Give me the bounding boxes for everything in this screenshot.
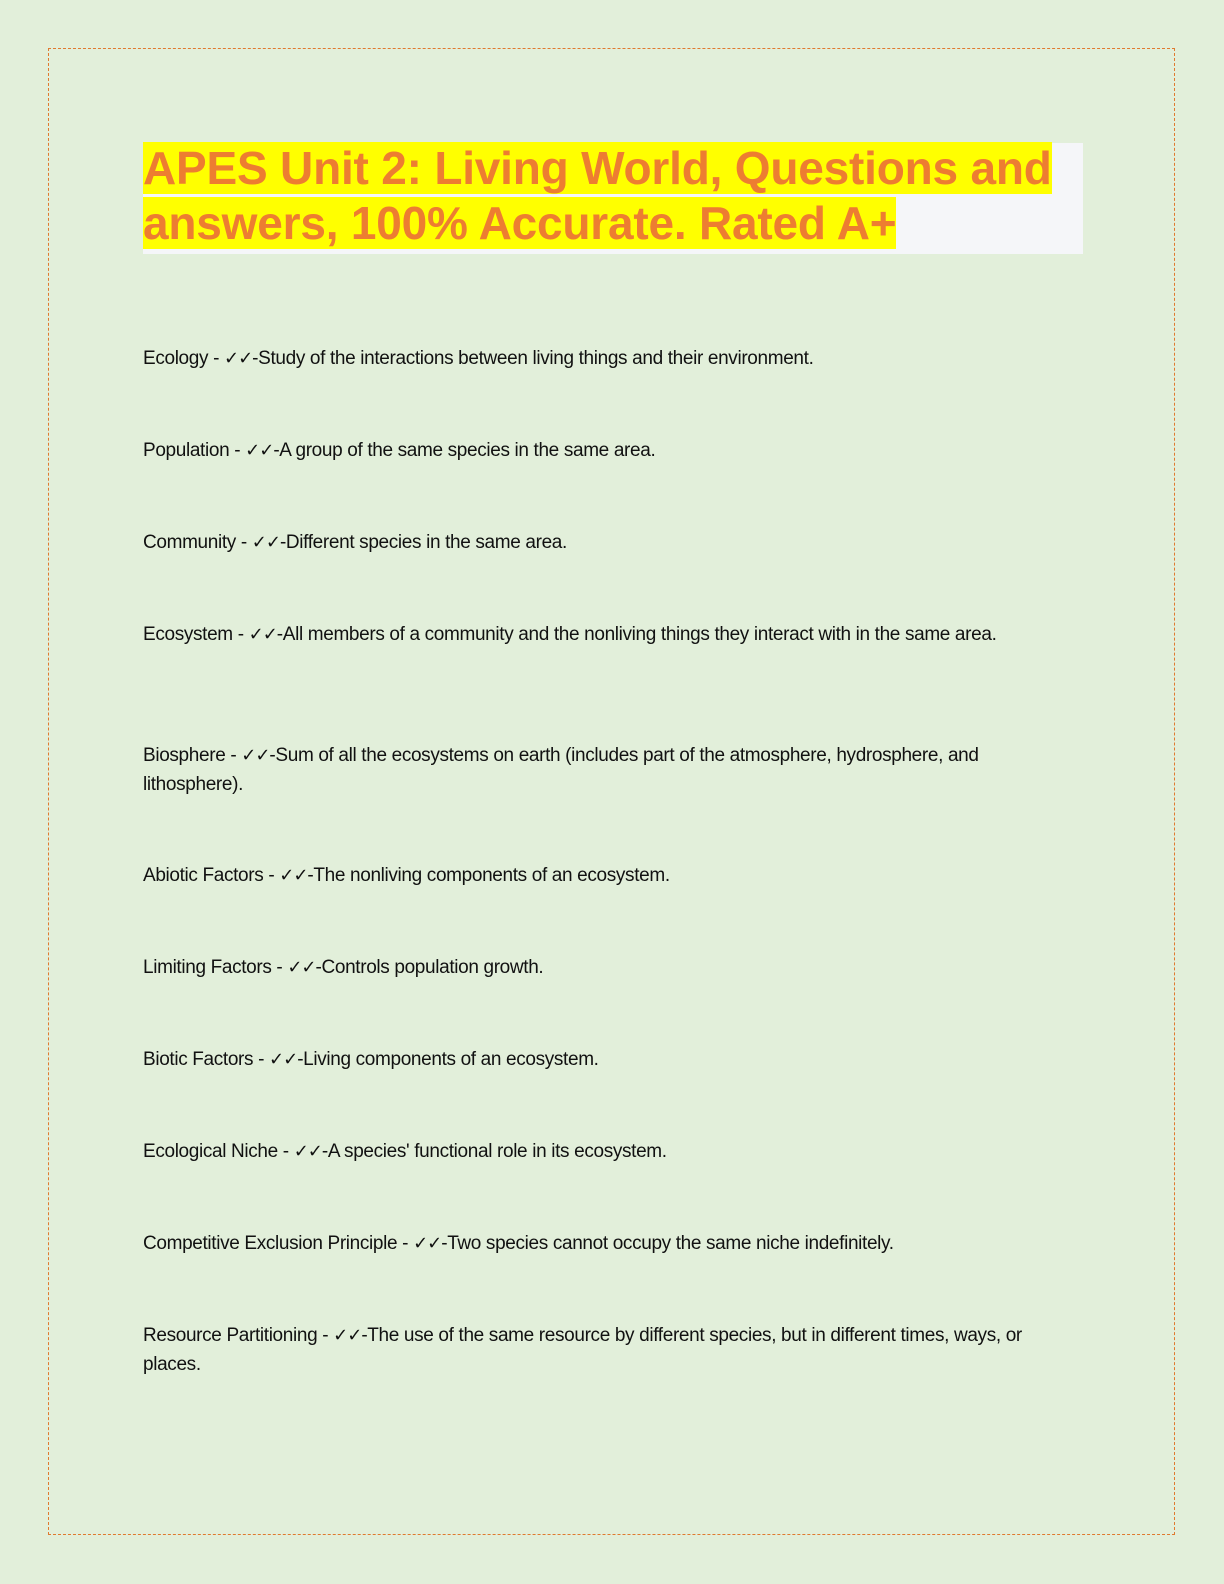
qa-item — [143, 953, 1083, 982]
definition: -The use of the same resource by different species, but in different times, ways, or places. — [143, 1325, 1022, 1375]
double-check-icon: ✓✓ — [279, 865, 308, 886]
separator: - — [229, 440, 246, 461]
definition: -A group of the same species in the same area. — [273, 440, 656, 461]
double-check-icon: ✓✓ — [269, 1049, 298, 1070]
separator: - — [235, 532, 252, 553]
double-check-icon: ✓✓ — [245, 440, 274, 461]
qa-item — [143, 1321, 1083, 1379]
definition: -Controls population growth. — [315, 957, 544, 978]
double-check-icon: ✓✓ — [241, 745, 270, 766]
definition: -All members of a community and the nonliving things they interact with in the same area. — [276, 624, 997, 645]
term: Ecological Niche — [143, 1141, 278, 1162]
definition: -Sum of all the ecosystems on earth (includes part of the atmosphere, hydrosphere, and lithosphere). — [143, 745, 979, 795]
term: Abiotic Factors — [143, 865, 264, 886]
separator: - — [225, 745, 242, 766]
separator: - — [271, 957, 288, 978]
term: Limiting Factors — [143, 957, 272, 978]
qa-item — [143, 620, 1083, 649]
term: Biotic Factors — [143, 1049, 254, 1070]
term: Competitive Exclusion Principle — [143, 1233, 398, 1254]
double-check-icon: ✓✓ — [333, 1325, 362, 1346]
separator: - — [277, 1141, 294, 1162]
term: Ecology — [143, 348, 209, 369]
qa-item — [143, 741, 1083, 799]
double-check-icon: ✓✓ — [224, 348, 253, 369]
qa-item — [143, 1229, 1083, 1258]
definition: -Different species in the same area. — [279, 532, 567, 553]
separator: - — [208, 348, 224, 369]
qa-item — [143, 1045, 1083, 1074]
separator: - — [397, 1233, 414, 1254]
term: Population — [143, 440, 230, 461]
definition: -The nonliving components of an ecosystem. — [307, 865, 670, 886]
definition: -Study of the interactions between living things and their environment. — [252, 348, 814, 369]
qa-item — [143, 528, 1083, 557]
separator: - — [232, 624, 249, 645]
term: Ecosystem — [143, 624, 233, 645]
qa-item — [143, 344, 1083, 373]
term: Community — [143, 532, 236, 553]
separator: - — [317, 1325, 334, 1346]
document-title — [143, 141, 1093, 251]
double-check-icon: ✓✓ — [287, 957, 316, 978]
qa-item — [143, 861, 1083, 890]
qa-item — [143, 436, 1083, 465]
definition: -A species' functional role in its ecosystem. — [321, 1141, 667, 1162]
double-check-icon: ✓✓ — [251, 532, 280, 553]
double-check-icon: ✓✓ — [248, 624, 277, 645]
definition: -Living components of an ecosystem. — [297, 1049, 599, 1070]
term: Resource Partitioning — [143, 1325, 318, 1346]
double-check-icon: ✓✓ — [293, 1141, 322, 1162]
separator: - — [263, 865, 280, 886]
double-check-icon: ✓✓ — [413, 1233, 442, 1254]
term: Biosphere — [143, 745, 226, 766]
title-highlight: APES Unit 2: Living World, Questions and answers, 100% Accurate. Rated A+ — [143, 142, 1052, 249]
definition: -Two species cannot occupy the same niche indefinitely. — [441, 1233, 894, 1254]
qa-item — [143, 1137, 1083, 1166]
separator: - — [253, 1049, 270, 1070]
